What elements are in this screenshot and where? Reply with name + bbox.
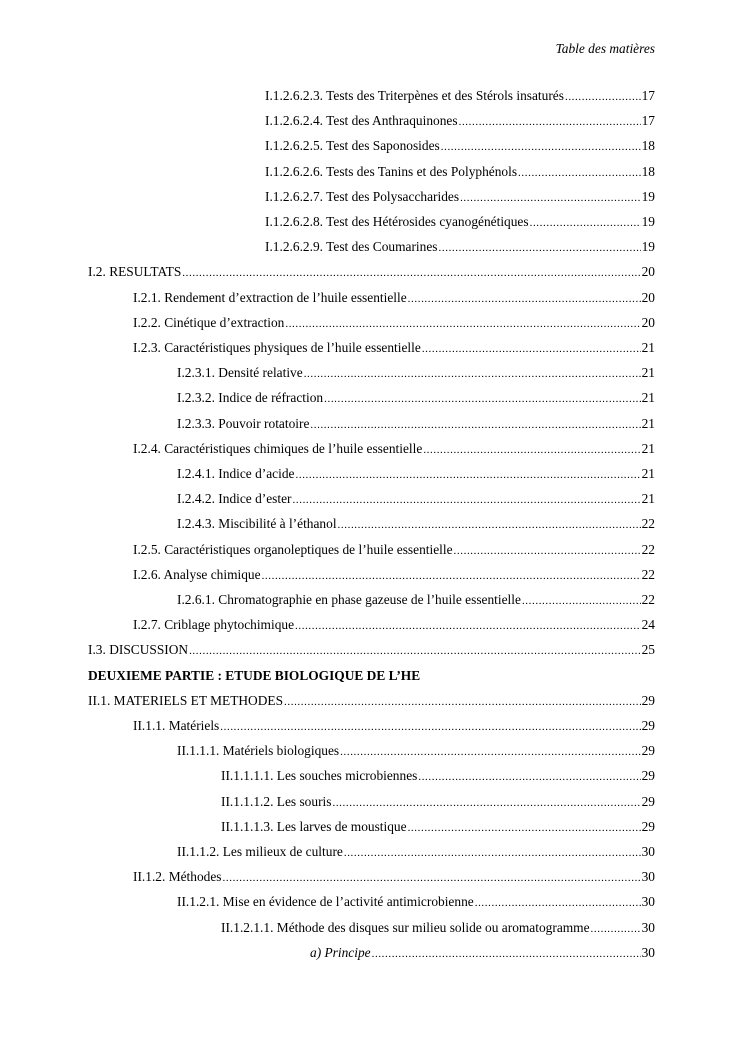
toc-dot-leader: [293, 491, 641, 509]
toc-entry[interactable]: [88, 666, 420, 686]
toc-dot-leader: [530, 214, 641, 232]
toc-entry[interactable]: [265, 111, 655, 131]
toc-entry-page: 20: [641, 289, 655, 305]
toc-entry-title: II.1.1.1. Matériels biologiques: [177, 743, 340, 759]
toc-entry-page: 30: [641, 919, 655, 935]
toc-dot-leader: [459, 113, 641, 131]
toc-dot-leader: [518, 164, 641, 182]
toc-entry-page: 30: [641, 869, 655, 885]
toc-entry-title: I.1.2.6.2.9. Test des Coumarines: [265, 239, 438, 255]
toc-entry[interactable]: [133, 313, 655, 333]
toc-entry[interactable]: [221, 792, 655, 812]
toc-entry-page: 29: [641, 818, 655, 834]
toc-entry-title: I.3. DISCUSSION: [88, 642, 189, 658]
toc-entry[interactable]: [88, 691, 655, 711]
toc-entry-title: I.1.2.6.2.8. Test des Hétérosides cyanogénétiques: [265, 214, 529, 229]
toc-entry-title: I.1.2.6.2.4. Test des Anthraquinones: [265, 113, 458, 129]
toc-entry[interactable]: [133, 867, 655, 887]
toc-dot-leader: [310, 416, 640, 434]
toc-entry-title: I.2. RESULTATS: [88, 264, 182, 280]
toc-entry[interactable]: [133, 540, 655, 560]
toc-dot-leader: [565, 88, 641, 106]
toc-entry[interactable]: [265, 237, 655, 257]
toc-entry[interactable]: [177, 514, 655, 534]
toc-entry-page: 18: [641, 163, 655, 179]
toc-entry-page: 29: [641, 718, 655, 733]
toc-entry-title: I.2.7. Criblage phytochimique: [133, 617, 295, 633]
toc-entry-page: 21: [641, 440, 655, 456]
toc-dot-leader: [422, 340, 641, 358]
toc-entry-title: I.2.1. Rendement d’extraction de l’huile essentielle: [133, 289, 407, 305]
toc-entry[interactable]: [265, 136, 655, 156]
toc-dot-leader: [475, 894, 641, 912]
toc-entry[interactable]: [133, 288, 655, 308]
toc-entry-title: II.1.1.1.3. Les larves de moustique: [221, 818, 407, 834]
toc-dot-leader: [408, 290, 641, 308]
toc-entry-page: 20: [641, 314, 655, 330]
toc-entry[interactable]: [221, 918, 655, 938]
toc-entry-title: I.2.4.1. Indice d’acide: [177, 466, 295, 481]
toc-entry[interactable]: [265, 187, 655, 207]
toc-entry-page: 21: [641, 365, 655, 381]
toc-entry-title: II.1. MATERIELS ET METHODES: [88, 692, 284, 708]
toc-entry-title: I.2.3.3. Pouvoir rotatoire: [177, 415, 310, 431]
toc-entry[interactable]: [265, 212, 655, 232]
toc-entry-page: 19: [641, 239, 655, 255]
toc-dot-leader: [304, 365, 641, 383]
toc-entry[interactable]: [88, 262, 655, 282]
toc-dot-leader: [223, 869, 641, 887]
toc-dot-leader: [285, 315, 640, 333]
toc-entry-title: I.2.4.3. Miscibilité à l’éthanol: [177, 516, 337, 532]
toc-entry-page: 29: [641, 692, 655, 708]
toc-entry-title: I.2.3. Caractéristiques physiques de l’huile essentielle: [133, 340, 421, 355]
toc-entry-title: II.1.2.1.1. Méthode des disques sur milieu solide ou aromatogramme: [221, 919, 590, 935]
toc-entry[interactable]: [310, 943, 655, 963]
toc-dot-leader: [332, 794, 640, 812]
toc-dot-leader: [439, 239, 641, 257]
toc-entry-page: 30: [641, 894, 655, 910]
toc-dot-leader: [296, 466, 641, 484]
toc-entry-page: 29: [641, 768, 655, 784]
toc-dot-leader: [423, 441, 640, 459]
running-header: Table des matières: [555, 41, 655, 56]
toc-entry[interactable]: [133, 716, 655, 736]
toc-dot-leader: [460, 189, 641, 207]
toc-entry[interactable]: [133, 615, 655, 635]
toc-dot-leader: [418, 768, 640, 786]
toc-entry-title: I.2.3.1. Densité relative: [177, 365, 303, 381]
toc-entry-title: I.2.4. Caractéristiques chimiques de l’huile essentielle: [133, 440, 423, 456]
toc-entry[interactable]: [133, 565, 655, 585]
toc-dot-leader: [189, 642, 641, 660]
toc-dot-leader: [284, 693, 641, 711]
toc-entry-page: 21: [641, 340, 655, 355]
toc-dot-leader: [344, 844, 641, 862]
toc-entry[interactable]: [177, 489, 655, 509]
toc-dot-leader: [340, 743, 640, 761]
toc-entry-page: 17: [641, 113, 655, 129]
toc-entry[interactable]: [177, 363, 655, 383]
toc-entry-page: 22: [641, 592, 655, 607]
toc-entry-title: II.1.1.1.1. Les souches microbiennes: [221, 768, 418, 784]
toc-entry-page: 18: [641, 138, 655, 154]
toc-entry[interactable]: [133, 338, 655, 358]
toc-entry-title: II.1.1.1.2. Les souris: [221, 793, 332, 809]
toc-entry-title: DEUXIEME PARTIE : ETUDE BIOLOGIQUE DE L’HE: [88, 667, 421, 683]
toc-entry-page: 21: [641, 466, 655, 481]
toc-entry[interactable]: [177, 842, 655, 862]
toc-entry-page: 17: [641, 88, 655, 103]
toc-dot-leader: [454, 542, 641, 560]
toc-entry-page: 29: [641, 793, 655, 809]
toc-dot-leader: [522, 592, 641, 610]
toc-entry[interactable]: [88, 640, 655, 660]
toc-entry[interactable]: [177, 590, 655, 610]
toc-entry-title: I.2.5. Caractéristiques organoleptiques de l’huile essentielle: [133, 541, 453, 557]
toc-entry-page: 21: [641, 390, 655, 406]
toc-entry[interactable]: [265, 86, 655, 106]
toc-entry-title: I.1.2.6.2.5. Test des Saponosides: [265, 138, 440, 154]
toc-dot-leader: [408, 819, 641, 837]
toc-entry-page: 22: [641, 566, 655, 582]
toc-entry[interactable]: [265, 162, 655, 182]
toc-entry-title: I.2.2. Cinétique d’extraction: [133, 314, 285, 330]
toc-entry-title: II.1.1. Matériels: [133, 718, 220, 733]
toc-entry-title: I.1.2.6.2.6. Tests des Tanins et des Polyphénols: [265, 163, 518, 179]
toc-entry-page: 20: [641, 264, 655, 280]
toc-entry-page: 29: [641, 743, 655, 759]
toc-entry-title: II.1.2.1. Mise en évidence de l’activité antimicrobienne: [177, 894, 474, 910]
toc-dot-leader: [324, 390, 640, 408]
toc-entry-page: 19: [641, 188, 655, 204]
toc-dot-leader: [220, 718, 640, 736]
toc-dot-leader: [372, 945, 641, 963]
toc-entry-title: I.2.6.1. Chromatographie en phase gazeuse de l’huile essentielle: [177, 592, 521, 607]
toc-entry[interactable]: [177, 388, 655, 408]
toc-dot-leader: [295, 617, 641, 635]
toc-dot-leader: [338, 516, 641, 534]
toc-entry-title: II.1.2. Méthodes: [133, 869, 222, 885]
toc-entry[interactable]: [221, 817, 655, 837]
toc-entry-title: I.1.2.6.2.7. Test des Polysaccharides: [265, 188, 460, 204]
toc-entry-page: 30: [641, 844, 655, 859]
toc-entry[interactable]: [133, 439, 655, 459]
toc-entry-page: 19: [641, 214, 655, 229]
toc-dot-leader: [441, 138, 641, 156]
toc-entry-page: 24: [641, 617, 655, 633]
toc-entry-page: 21: [641, 491, 655, 507]
toc-entry-title: I.2.3.2. Indice de réfraction: [177, 390, 324, 406]
toc-dot-leader: [182, 264, 640, 282]
toc-entry[interactable]: [221, 766, 655, 786]
toc-dot-leader: [591, 920, 641, 938]
toc-entry-page: 30: [641, 944, 655, 960]
toc-entry-title: a) Principe: [310, 944, 371, 960]
toc-entry[interactable]: [177, 414, 655, 434]
toc-entry-title: I.2.4.2. Indice d’ester: [177, 491, 292, 507]
toc-entry[interactable]: [177, 892, 655, 912]
toc-dot-leader: [262, 567, 641, 585]
toc-entry-page: 22: [641, 541, 655, 557]
toc-entry-title: I.2.6. Analyse chimique: [133, 566, 261, 582]
toc-entry[interactable]: [177, 741, 655, 761]
toc-entry[interactable]: [177, 464, 655, 484]
toc-entry-page: 25: [641, 642, 655, 658]
toc-entry-page: 21: [641, 415, 655, 431]
toc-entry-title: I.1.2.6.2.3. Tests des Triterpènes et des Stérols insaturés: [265, 88, 564, 103]
toc-entry-title: II.1.1.2. Les milieux de culture: [177, 844, 343, 859]
toc-entry-page: 22: [641, 516, 655, 532]
